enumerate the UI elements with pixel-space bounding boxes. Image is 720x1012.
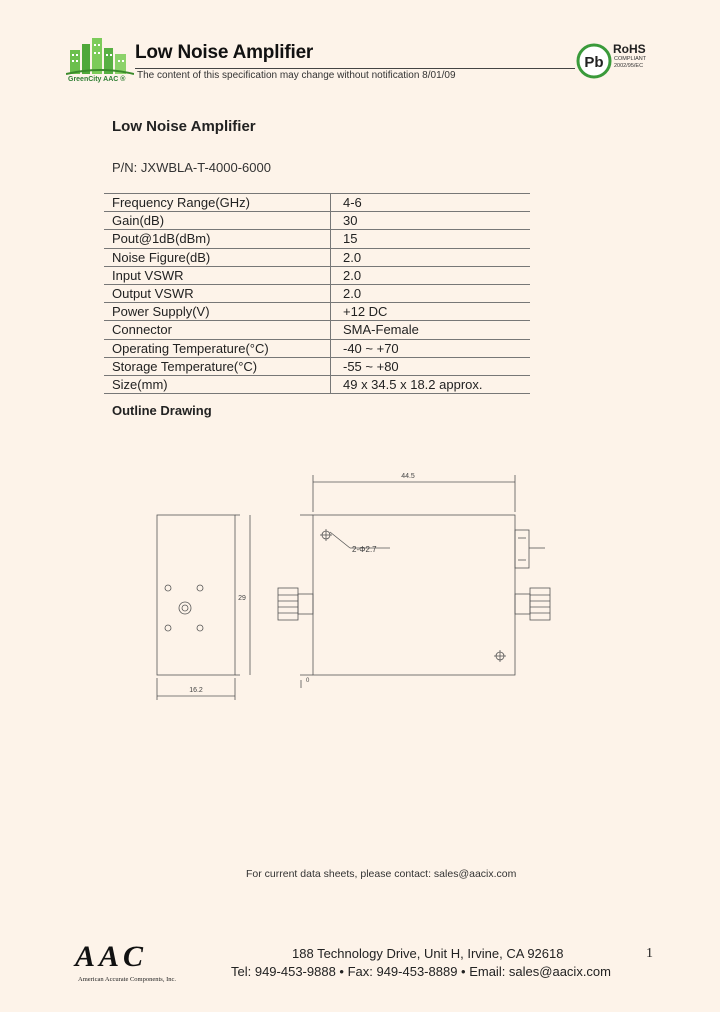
spec-label: Input VSWR <box>104 266 331 284</box>
dim-length: 44.5 <box>401 473 415 480</box>
page-number: 1 <box>646 946 653 961</box>
outline-drawing-title: Outline Drawing <box>112 403 212 418</box>
spec-table <box>104 193 530 394</box>
dim-height: 29 <box>238 595 246 602</box>
spec-row <box>104 230 530 248</box>
footer-contact: Tel: 949-453-9888 • Fax: 949-453-8889 • Email: sales@aacix.com <box>231 964 611 979</box>
spec-value: 15 <box>331 230 531 248</box>
spec-label: Operating Temperature(°C) <box>104 339 331 357</box>
logo-caption: GreenCity AAC ® <box>68 76 126 83</box>
rohs-directive: 2002/95/EC <box>614 63 644 69</box>
spec-value: 30 <box>331 212 531 230</box>
spec-label: Power Supply(V) <box>104 303 331 321</box>
company-name: American Accurate Components, Inc. <box>78 976 177 983</box>
rohs-label: RoHS <box>613 42 646 56</box>
spec-label: Size(mm) <box>104 375 331 393</box>
footer-address: 188 Technology Drive, Unit H, Irvine, CA 92618 <box>292 946 564 961</box>
header-divider <box>135 68 575 69</box>
spec-row <box>104 212 530 230</box>
spec-label: Connector <box>104 321 331 339</box>
spec-value: SMA-Female <box>331 321 531 339</box>
spec-value: -55 ~ +80 <box>331 357 531 375</box>
spec-label: Noise Figure(dB) <box>104 248 331 266</box>
dim-side: 16.2 <box>189 687 203 694</box>
header-note: The content of this specification may change without notification 8/01/09 <box>137 70 456 81</box>
contact-note: For current data sheets, please contact: sales@aacix.com <box>246 868 517 880</box>
zero-mark: 0 <box>306 678 310 684</box>
spec-row <box>104 248 530 266</box>
pb-symbol: Pb <box>584 54 604 71</box>
spec-row <box>104 339 530 357</box>
spec-row <box>104 284 530 302</box>
spec-row <box>104 357 530 375</box>
document-title: Low Noise Amplifier <box>112 118 256 135</box>
rohs-compliant: COMPLIANT <box>614 56 647 62</box>
header-title: Low Noise Amplifier <box>135 42 314 63</box>
greencity-logo <box>66 36 134 78</box>
spec-value: 2.0 <box>331 284 531 302</box>
spec-value: -40 ~ +70 <box>331 339 531 357</box>
pb-free-icon <box>576 42 612 80</box>
spec-value: 49 x 34.5 x 18.2 approx. <box>331 375 531 393</box>
spec-row <box>104 266 530 284</box>
outline-drawing <box>150 460 570 710</box>
spec-value: 2.0 <box>331 266 531 284</box>
spec-value: 4-6 <box>331 194 531 212</box>
spec-label: Storage Temperature(°C) <box>104 357 331 375</box>
spec-row <box>104 194 530 212</box>
spec-value: +12 DC <box>331 303 531 321</box>
spec-row <box>104 375 530 393</box>
spec-label: Output VSWR <box>104 284 331 302</box>
aac-logo: AAC <box>75 940 148 973</box>
spec-label: Gain(dB) <box>104 212 331 230</box>
spec-row <box>104 303 530 321</box>
part-number: P/N: JXWBLA-T-4000-6000 <box>112 160 271 175</box>
hole-note: 2-Φ2.7 <box>352 545 377 554</box>
spec-row <box>104 321 530 339</box>
spec-label: Pout@1dB(dBm) <box>104 230 331 248</box>
spec-value: 2.0 <box>331 248 531 266</box>
spec-label: Frequency Range(GHz) <box>104 194 331 212</box>
